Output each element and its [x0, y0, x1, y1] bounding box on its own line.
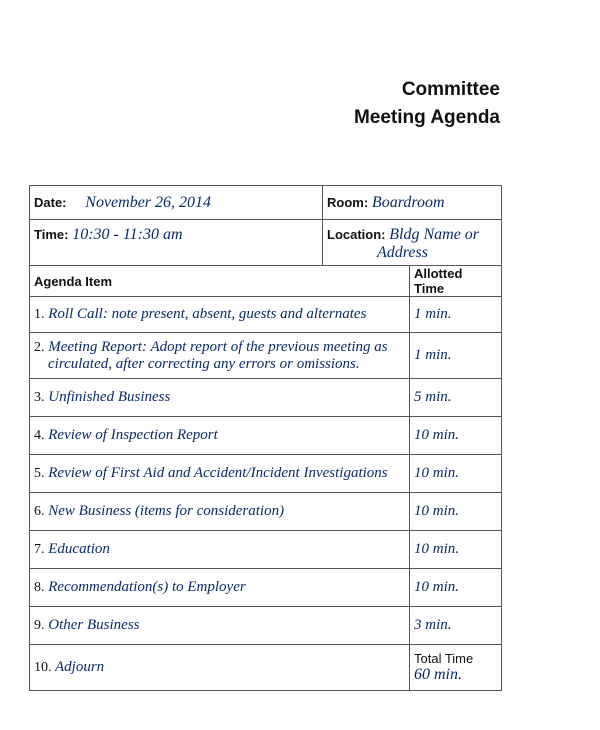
time-label: Time: — [34, 227, 69, 242]
item-text: Meeting Report: Adopt report of the previous meeting as — [48, 338, 388, 355]
agenda-item-9 — [30, 607, 410, 645]
agenda-item-8 — [30, 569, 410, 607]
total-time-cell — [410, 645, 502, 691]
page-title — [354, 76, 500, 132]
agenda-item-7 — [30, 531, 410, 569]
item-number: 10. — [34, 660, 52, 675]
agenda-item-1 — [30, 297, 410, 333]
total-time-value: 60 min. — [414, 666, 462, 683]
agenda-item-6 — [30, 493, 410, 531]
item-text: Recommendation(s) to Employer — [48, 579, 246, 595]
location-value-line-2: Address — [377, 244, 428, 261]
item-text: Other Business — [48, 617, 140, 633]
item-number: 1. — [34, 307, 45, 322]
time-cell — [30, 220, 323, 266]
item-text-line-2: circulated, after correcting any errors or omissions. — [48, 355, 360, 372]
table-row — [30, 607, 502, 645]
allotted-time: 5 min. — [410, 379, 502, 417]
table-row — [30, 379, 502, 417]
room-cell — [323, 186, 502, 220]
table-row — [30, 569, 502, 607]
table-row — [30, 455, 502, 493]
allotted-time: 1 min. — [410, 333, 502, 379]
date-label: Date: — [34, 194, 67, 210]
room-value: Boardroom — [371, 193, 445, 211]
table-row — [30, 645, 502, 691]
allotted-time: 1 min. — [410, 297, 502, 333]
location-label: Location: — [327, 227, 386, 242]
date-value: November 26, 2014 — [85, 193, 212, 211]
item-text: Unfinished Business — [48, 389, 171, 405]
item-text: Review of Inspection Report — [48, 427, 218, 443]
item-number: 8. — [34, 580, 45, 595]
item-text: New Business (items for consideration) — [48, 503, 285, 519]
agenda-item-4 — [30, 417, 410, 455]
agenda-item-2 — [30, 333, 410, 379]
item-number: 3. — [34, 390, 45, 405]
item-text: Education — [48, 541, 110, 557]
info-row-time — [30, 220, 502, 266]
agenda-item-10 — [30, 645, 410, 691]
time-value: 10:30 - 11:30 am — [72, 226, 183, 243]
allotted-time: 10 min. — [410, 569, 502, 607]
allotted-time: 10 min. — [410, 455, 502, 493]
item-text: Review of First Aid and Accident/Incident Investigations — [48, 465, 388, 481]
allotted-time: 3 min. — [410, 607, 502, 645]
item-number: 2. — [34, 339, 45, 355]
title-line-1: Committee — [401, 79, 500, 100]
title-line-2: Meeting Agenda — [353, 107, 500, 128]
allotted-time: 10 min. — [410, 417, 502, 455]
allotted-time: 10 min. — [410, 493, 502, 531]
location-cell — [323, 220, 502, 266]
header-allotted-time: Allotted Time — [410, 266, 502, 297]
item-text: Adjourn — [54, 659, 105, 675]
allotted-time: 10 min. — [410, 531, 502, 569]
agenda-item-3 — [30, 379, 410, 417]
total-time-label: Total Time — [414, 651, 474, 666]
item-text: Roll Call: note present, absent, guests and alternates — [48, 306, 367, 322]
table-row — [30, 493, 502, 531]
item-number: 9. — [34, 618, 45, 633]
table-row — [30, 417, 502, 455]
agenda-table — [29, 185, 502, 691]
table-row — [30, 333, 502, 379]
table-row — [30, 297, 502, 333]
item-number: 6. — [34, 504, 45, 519]
item-number: 7. — [34, 542, 45, 557]
agenda-item-5 — [30, 455, 410, 493]
table-row — [30, 531, 502, 569]
item-number: 5. — [34, 466, 45, 481]
info-row-date — [30, 186, 502, 220]
date-cell — [30, 186, 323, 220]
room-label: Room: — [327, 194, 369, 210]
table-header-row — [30, 266, 502, 297]
item-number: 4. — [34, 428, 45, 443]
header-agenda-item: Agenda Item — [30, 266, 410, 297]
location-value-line-1: Bldg Name or — [389, 226, 480, 243]
